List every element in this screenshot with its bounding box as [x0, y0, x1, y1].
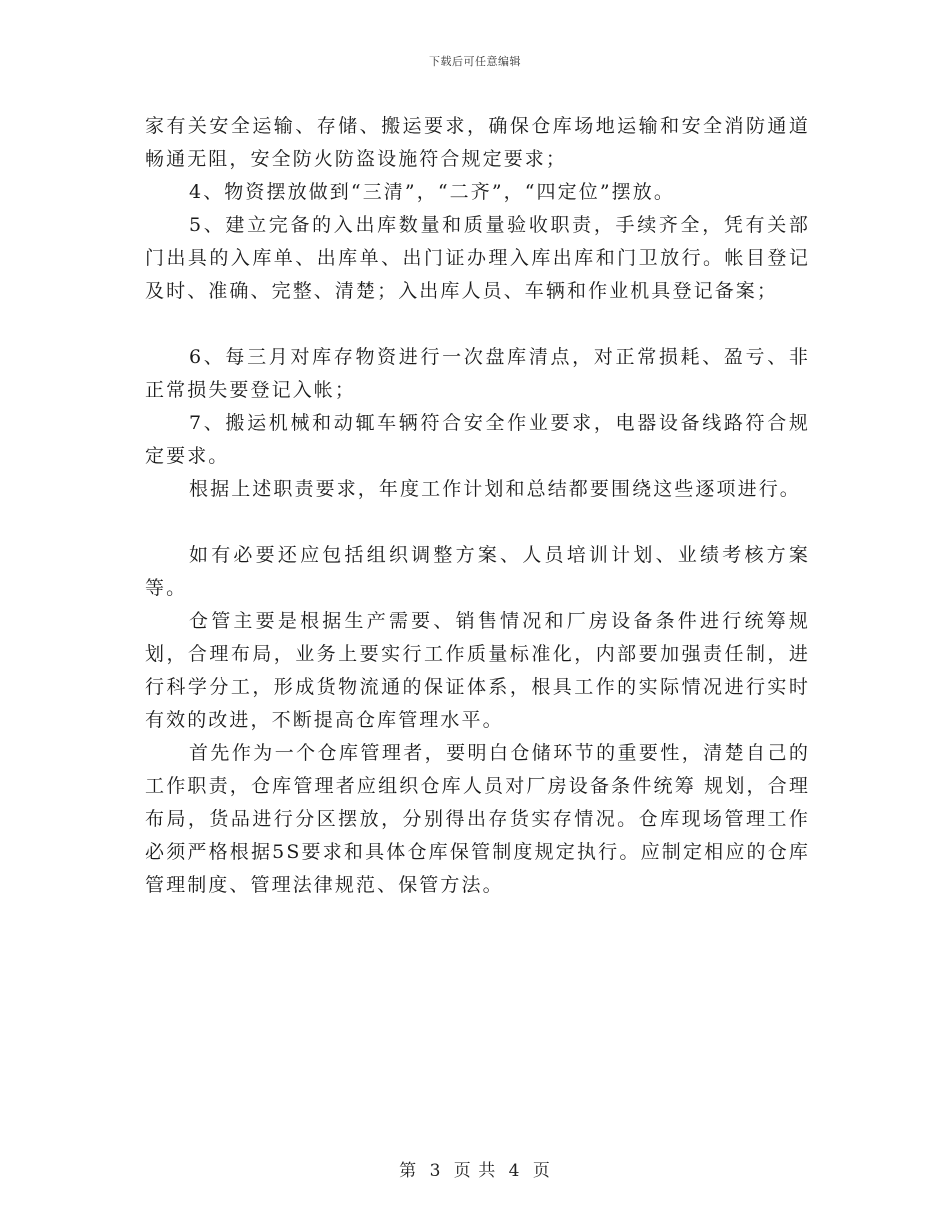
paragraph-item-4: 4、物资摆放做到“三清”，“二齐”，“四定位”摆放。 — [189, 181, 675, 203]
footer-suffix: 页 — [532, 1161, 551, 1181]
paragraph-summary: 根据上述职责要求，年度工作计划和总结都要围绕这些逐项进行。 — [189, 478, 801, 500]
paragraph-item-5: 5、建立完备的入出库数量和质量验收职责，手续齐全，凭有关部门出具的入库单、出库单、出门证办理入库出库和门卫放行。帐目登记及时、准确、完整、清楚；入出库人员、车辆和作业机具登记备案； — [145, 214, 810, 302]
page-footer — [0, 1156, 950, 1181]
footer-middle: 页 共 — [453, 1161, 497, 1181]
paragraph-item-7: 7、搬运机械和动辄车辆符合安全作业要求，电器设备线路符合规定要求。 — [145, 412, 810, 467]
footer-total-pages: 4 — [508, 1161, 521, 1181]
paragraph-item-6: 6、每三月对库存物资进行一次盘库清点，对正常损耗、盈亏、非正常损失要登记入帐； — [145, 346, 810, 401]
footer-page-number: 3 — [429, 1161, 442, 1181]
paragraph-additional: 如有必要还应包括组织调整方案、人员培训计划、业绩考核方案等。 — [145, 544, 810, 599]
paragraph-spacer — [145, 506, 810, 539]
footer-prefix: 第 — [399, 1161, 418, 1181]
document-body — [145, 110, 810, 902]
paragraph-spacer — [145, 308, 810, 341]
paragraph-continuation: 家有关安全运输、存储、搬运要求，确保仓库场地运输和安全消防通道畅通无阻，安全防火防盗设施符合规定要求； — [145, 115, 810, 170]
page-header: 下载后可任意编辑 — [429, 55, 521, 68]
paragraph-warehouse-planning: 仓管主要是根据生产需要、销售情况和厂房设备条件进行统筹规划，合理布局，业务上要实行工作质量标准化，内部要加强责任制，进行科学分工，形成货物流通的保证体系，根具工作的实际情况进行实时有效的改进，不断提高仓库管理水平。 — [145, 610, 810, 731]
paragraph-manager-duties: 首先作为一个仓库管理者，要明白仓储环节的重要性，清楚自己的工作职责，仓库管理者应组织仓库人员对厂房设备条件统筹 规划，合理布局，货品进行分区摆放，分别得出存货实存情况。仓库现场管理工作必须严格根据5S要求和具体仓库保管制度规定执行。应制定相应的仓库管理制度、管理法律规范、保管方法。 — [145, 742, 810, 896]
